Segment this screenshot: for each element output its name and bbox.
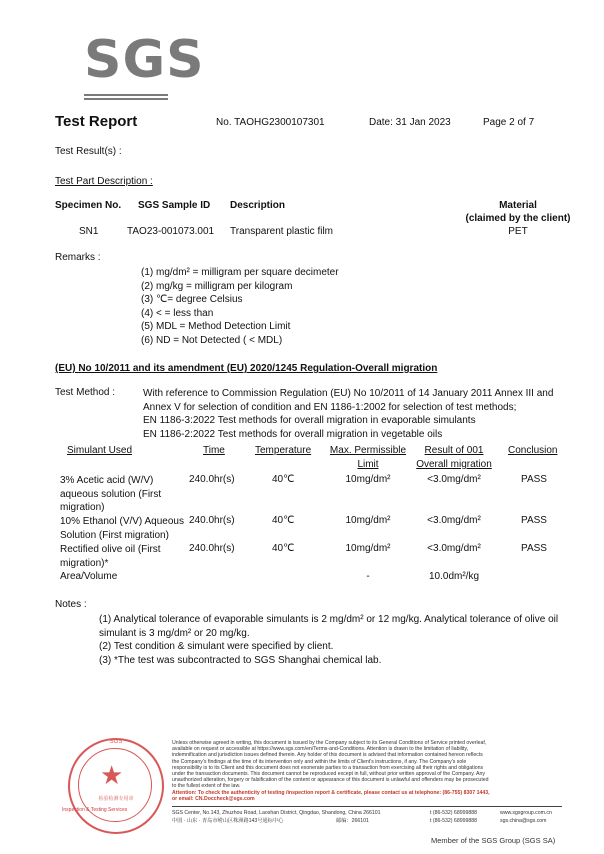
- note-item: (2) Test condition & simulant were specified by client.: [99, 641, 334, 653]
- report-number: No. TAOHG2300107301: [216, 117, 325, 128]
- address-chinese: 中国 · 山东 · 青岛市崂山区株洲路143号通标中心: [172, 818, 284, 824]
- section-title: (EU) No 10/2011 and its amendment (EU) 2020/1245 Regulation-Overall migration: [55, 363, 438, 374]
- area-volume-result: 10.0dm²/kg: [428, 571, 480, 582]
- area-volume-label: Area/Volume: [60, 571, 118, 582]
- report-title: Test Report: [55, 113, 138, 130]
- postal-code: 邮编：266101: [336, 818, 369, 824]
- remark-item: (6) ND = Not Detected ( < MDL): [141, 334, 283, 346]
- simulant-line: migration): [60, 502, 105, 513]
- remarks-list: [141, 266, 339, 347]
- remark-item: (4) < = less than: [141, 307, 214, 319]
- page-number: Page 2 of 7: [483, 117, 535, 128]
- remark-item: (2) mg/kg = milligram per kilogram: [141, 280, 293, 292]
- notes-list: [99, 613, 558, 667]
- method-text: [143, 387, 553, 441]
- simulant-line: aqueous solution (First: [60, 488, 162, 500]
- col-time: Time: [203, 445, 225, 456]
- disclaimer-line: to the fullest extent of the law.: [172, 783, 241, 790]
- method-line: EN 1186-2:2022 Test methods for overall migration in vegetable oils: [143, 428, 443, 440]
- disclaimer-line: responsibility is to its Client and this document does not exonerate parties to a transaction from exercising all their rights and obligations: [172, 764, 484, 771]
- disclaimer-line: unauthorized alteration, forgery or falsification of the content or appearance of this document is unlawful and offenders may be prosecuted: [172, 777, 489, 784]
- table-row-simulant: [60, 515, 184, 542]
- method-label: Test Method :: [55, 387, 116, 398]
- row-limit: 10mg/dm²: [345, 515, 391, 526]
- col-description: Description: [230, 200, 286, 211]
- simulant-line: Solution (First migration): [60, 529, 169, 541]
- sample-id: TAO23-001073.001: [127, 226, 215, 237]
- stamp-org-text: SGS: [109, 739, 123, 745]
- report-date: Date: 31 Jan 2023: [369, 117, 451, 128]
- col-material-note: (claimed by the client): [465, 213, 571, 224]
- col-temperature: Temperature: [255, 445, 312, 456]
- part-description-label: Test Part Description :: [55, 176, 153, 187]
- phone-1: t (86-532) 68999888: [430, 810, 478, 816]
- official-stamp: [68, 738, 164, 834]
- col-result: Result of 001: [424, 445, 484, 456]
- disclaimer-line: under the transaction documents. This document cannot be reproduced except in full, without prior written approval of the Company. Any: [172, 771, 485, 778]
- col-material: Material: [499, 200, 537, 211]
- disclaimer-line: Unless otherwise agreed in writing, this document is issued by the Company subject to its General Conditions of Service printed overleaf,: [172, 740, 487, 746]
- email-link[interactable]: sgs.china@sgs.com: [500, 818, 547, 824]
- stamp-subtitle: Inspection & Testing Services: [62, 807, 128, 813]
- row-time: 240.0hr(s): [189, 515, 235, 526]
- col-limit: Max. Permissible: [329, 445, 407, 456]
- col-limit-2: Limit: [357, 459, 379, 470]
- col-conclusion: Conclusion: [508, 445, 558, 456]
- row-limit: 10mg/dm²: [345, 474, 391, 485]
- col-sample-id: SGS Sample ID: [138, 200, 211, 211]
- specimen-no: SN1: [79, 226, 99, 237]
- row-limit: 10mg/dm²: [345, 543, 391, 554]
- area-volume-limit: -: [366, 571, 370, 582]
- note-item: (3) *The test was subcontracted to SGS Shanghai chemical lab.: [99, 654, 382, 666]
- col-specimen: Specimen No.: [55, 200, 122, 211]
- method-line: EN 1186-3:2022 Test methods for overall migration in evaporable simulants: [143, 415, 476, 426]
- simulant-line: migration)*: [60, 557, 109, 569]
- note-item: simulant is 3 mg/dm² or 20 mg/kg.: [99, 627, 250, 639]
- row-result: <3.0mg/dm²: [427, 515, 481, 526]
- notes-label: Notes :: [55, 599, 87, 610]
- simulant-line: 10% Ethanol (V/V) Aqueous: [60, 516, 184, 527]
- disclaimer-line: available on request or accessible at https://www.sgs.com/en/Terms-and-Conditions. Attention is drawn to the limitation of liability,: [172, 746, 469, 753]
- phone-2: t (86-532) 68999888: [430, 818, 478, 824]
- row-time: 240.0hr(s): [189, 474, 235, 485]
- method-line: With reference to Commission Regulation (EU) No 10/2011 of 14 January 2011 Annex III and: [143, 388, 554, 399]
- simulant-line: 3% Acetic acid (W/V): [60, 475, 154, 486]
- row-result: <3.0mg/dm²: [427, 543, 481, 554]
- attention-line: Attention: To check the authenticity of testing /inspection report & certificate, please contact us at telephone: (86-755) 8307 1443,: [172, 789, 490, 796]
- row-conclusion: PASS: [521, 474, 547, 485]
- col-simulant: Simulant Used: [67, 445, 133, 456]
- footer-disclaimer: [172, 740, 564, 802]
- row-temperature: 40℃: [272, 515, 295, 526]
- method-line: Annex V for selection of condition and EN 1186-1:2002 for selection of test methods;: [143, 401, 517, 413]
- attention-email[interactable]: or email: CN.Doccheck@sgs.com: [172, 795, 255, 802]
- col-result-2: Overall migration: [416, 459, 492, 470]
- star-icon: ★: [100, 760, 124, 790]
- logo-underline: [84, 94, 168, 102]
- stamp-text: 检验检测专用章: [98, 796, 134, 802]
- sgs-logo: SGS: [84, 30, 205, 90]
- row-temperature: 40℃: [272, 474, 295, 485]
- specimen-material: PET: [508, 226, 528, 237]
- website-link[interactable]: www.sgsgroup.com.cn: [500, 810, 552, 816]
- note-item: (1) Analytical tolerance of evaporable simulants is 2 mg/dm² or 12 mg/kg. Analytical tolerance of olive oil: [99, 614, 559, 625]
- specimen-description: Transparent plastic film: [230, 226, 333, 237]
- results-label: Test Result(s) :: [55, 146, 122, 157]
- table-row-simulant: [60, 543, 161, 570]
- row-result: <3.0mg/dm²: [427, 474, 481, 485]
- member-line: Member of the SGS Group (SGS SA): [431, 836, 556, 845]
- remark-item: (5) MDL = Method Detection Limit: [141, 321, 291, 332]
- remark-item: (3) ℃= degree Celsius: [141, 294, 243, 305]
- disclaimer-line: the Company's findings at the time of its intervention only and within the limits of Client's instructions, if any. The Company's sole: [172, 758, 467, 765]
- row-conclusion: PASS: [521, 515, 547, 526]
- table-row-simulant: [60, 474, 161, 515]
- remarks-label: Remarks :: [55, 252, 101, 263]
- disclaimer-line: indemnification and jurisdiction issues defined therein. Any holder of this document is advised that information contained hereon reflects: [172, 752, 483, 759]
- row-temperature: 40℃: [272, 543, 295, 554]
- row-time: 240.0hr(s): [189, 543, 235, 554]
- row-conclusion: PASS: [521, 543, 547, 554]
- address-english: SGS Center, No.143, Zhuzhou Road, Laoshan District, Qingdao, Shandong, China 266101: [172, 810, 381, 816]
- footer-divider: [172, 806, 562, 807]
- simulant-line: Rectified olive oil (First: [60, 544, 161, 555]
- remark-item: (1) mg/dm² = milligram per square decimeter: [141, 267, 339, 278]
